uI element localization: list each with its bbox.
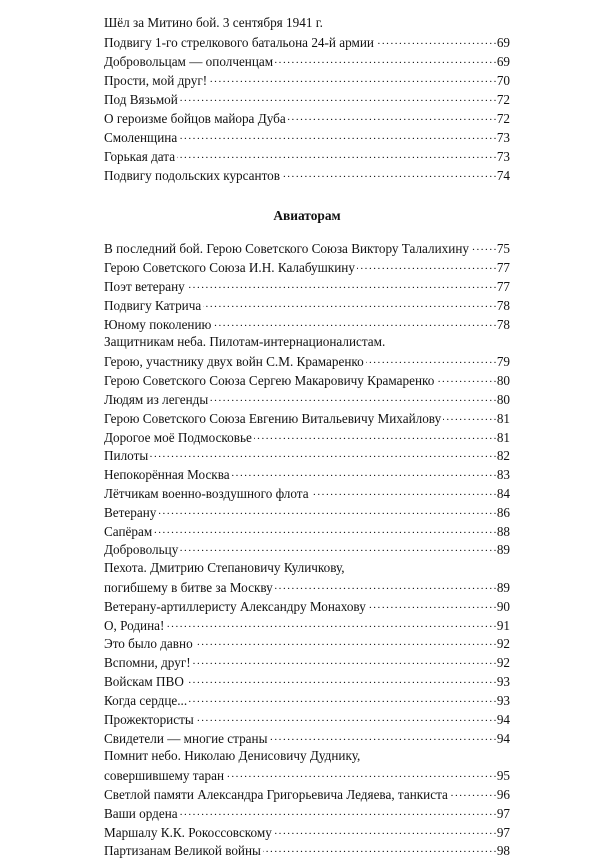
toc-entry [104, 277, 510, 296]
toc-entry-title: Дорогое моё Подмосковье [104, 429, 252, 445]
toc-dot-leader [376, 33, 496, 47]
toc-entry-title: погибшему в битве за Москву [104, 580, 273, 596]
toc-page-number: 73 [496, 149, 510, 165]
toc-entry [104, 616, 510, 635]
toc-entry [104, 258, 510, 277]
toc-page-number: 83 [496, 467, 510, 483]
toc-entry [104, 446, 510, 465]
toc-entry-title: Герою, участнику двух войн С.М. Крамаренко [104, 354, 364, 370]
toc-page-number: 91 [496, 617, 510, 633]
toc-entry-title: Добровольцу [104, 542, 179, 558]
toc-dot-leader [179, 128, 496, 142]
toc-entry-title: Непокорённая Москва [104, 467, 230, 483]
toc-entry-title: Это было давно [104, 636, 193, 652]
toc-dot-leader [232, 465, 496, 479]
toc-page-number: 81 [496, 429, 510, 445]
toc-dot-leader [177, 147, 496, 161]
toc-entry [104, 804, 510, 823]
toc-dot-leader [443, 409, 496, 423]
toc-dot-leader [189, 691, 496, 705]
toc-entry-title: Пилоты [104, 448, 149, 464]
toc-top-heading [104, 14, 510, 33]
toc-entry [104, 109, 510, 128]
toc-entry-title: Герою Советского Союза И.Н. Калабушкину [104, 260, 355, 276]
section-heading: Авиаторам [273, 208, 341, 224]
toc-entry [104, 465, 510, 484]
toc-page-number: 77 [496, 260, 510, 276]
toc-entry-title: В последний бой. Герою Советского Союза Виктору Талалихину [104, 241, 469, 257]
toc-dot-leader [311, 484, 496, 498]
toc-page-number: 95 [496, 768, 510, 784]
toc-entry [104, 841, 510, 860]
toc-page-number: 96 [496, 786, 510, 802]
toc-page-number: 72 [496, 111, 510, 127]
toc-dot-leader [193, 653, 496, 667]
toc-entry [104, 503, 510, 522]
toc-page-number: 81 [496, 410, 510, 426]
toc-top-group [104, 14, 510, 185]
toc-page-number: 94 [496, 711, 510, 727]
toc-dot-leader [263, 841, 496, 855]
toc-page-number: 86 [496, 504, 510, 520]
toc-entry [104, 578, 510, 597]
toc-dot-leader [450, 785, 496, 799]
toc-entry-title: О героизме бойцов майора Дуба [104, 111, 286, 127]
toc-dot-leader [213, 315, 495, 329]
toc-page-number: 75 [496, 241, 510, 257]
toc-entry-title: Смоленщина [104, 130, 178, 146]
toc-entry-title: Горькая дата [104, 149, 176, 165]
toc-entry [104, 352, 510, 371]
toc-page-number: 97 [496, 824, 510, 840]
toc-dot-leader [180, 540, 496, 554]
toc-entry-title: Свидетели — многие страны [104, 730, 268, 746]
toc-dot-leader [166, 616, 495, 630]
toc-page-number: 89 [496, 580, 510, 596]
toc-page-number: 74 [496, 168, 510, 184]
toc-dot-leader [180, 804, 496, 818]
toc-entry-title: Пехота. Дмитрию Степановичу Куличкову, [104, 560, 345, 576]
toc-entry [104, 710, 510, 729]
toc-entry [104, 653, 510, 672]
toc-entry [104, 484, 510, 503]
toc-entry [104, 522, 510, 541]
toc-dot-leader [186, 672, 496, 686]
toc-entry [104, 239, 510, 258]
toc-page-number: 80 [496, 373, 510, 389]
toc-entry [104, 52, 510, 71]
toc-entry-title: Герою Советского Союза Сергею Макаровичу Крамаренко [104, 373, 435, 389]
table-of-contents [104, 14, 510, 860]
toc-page-number: 82 [496, 448, 510, 464]
toc-entry-title: Поэт ветерану [104, 279, 185, 295]
toc-top-list [104, 33, 510, 185]
toc-entry-title: Помнит небо. Николаю Денисовичу Дуднику, [104, 748, 361, 764]
toc-entry-title: Шёл за Митино бой. 3 сентября 1941 г. [104, 15, 323, 30]
toc-entry [104, 785, 510, 804]
toc-entry [104, 409, 510, 428]
toc-dot-leader [226, 766, 496, 780]
toc-dot-leader [180, 90, 496, 104]
toc-page-number: 69 [496, 54, 510, 70]
toc-entry-title: Сапёрам [104, 523, 153, 539]
toc-page-number: 70 [496, 73, 510, 89]
toc-entry-title: Прости, мой друг! [104, 73, 208, 89]
toc-entry-title: Ветерану-артиллеристу Александру Монахову [104, 598, 366, 614]
toc-dot-leader [195, 634, 496, 648]
toc-page-number: 80 [496, 391, 510, 407]
toc-page-number: 77 [496, 279, 510, 295]
toc-entry [104, 597, 510, 616]
toc-dot-leader [436, 371, 495, 385]
toc-entry-title: совершившему таран [104, 768, 225, 784]
toc-entry [104, 296, 510, 315]
toc-entry [104, 428, 510, 447]
toc-entry-title: Маршалу К.К. Рокоссовскому [104, 824, 272, 840]
toc-page-number: 97 [496, 805, 510, 821]
toc-dot-leader [366, 352, 496, 366]
toc-entry-title: Светлой памяти Александра Григорьевича Ледяева, танкиста [104, 786, 448, 802]
toc-dot-leader [154, 522, 496, 536]
toc-dot-leader [274, 823, 496, 837]
toc-entry-title: Юному поколению [104, 316, 212, 332]
toc-entry-title: Войскам ПВО [104, 674, 184, 690]
toc-dot-leader [357, 258, 496, 272]
toc-dot-leader [269, 729, 495, 743]
toc-dot-leader [187, 277, 496, 291]
toc-entry [104, 371, 510, 390]
toc-dot-leader [210, 390, 496, 404]
toc-entry [104, 147, 510, 166]
toc-entry-title: Ветерану [104, 504, 157, 520]
toc-dot-leader [368, 597, 496, 611]
toc-dot-leader [282, 166, 496, 180]
toc-page-number: 69 [496, 35, 510, 51]
toc-entry-title: Вспомни, друг! [104, 655, 191, 671]
toc-dot-leader [275, 52, 496, 66]
toc-entry [104, 315, 510, 334]
toc-entry-title: О, Родина! [104, 617, 165, 633]
toc-page-number: 79 [496, 354, 510, 370]
toc-page-number: 92 [496, 655, 510, 671]
toc-page-number: 78 [496, 297, 510, 313]
toc-entry-title: Под Вязьмой [104, 92, 178, 108]
toc-entry [104, 90, 510, 109]
toc-entry [104, 729, 510, 748]
toc-entry [104, 128, 510, 147]
toc-entry [104, 823, 510, 842]
toc-page-number: 84 [496, 485, 510, 501]
toc-page-number: 98 [496, 843, 510, 859]
toc-entry-title: Подвигу Катрича [104, 297, 202, 313]
toc-entry [104, 71, 510, 90]
toc-page-number: 92 [496, 636, 510, 652]
toc-dot-leader [158, 503, 495, 517]
toc-page-number: 90 [496, 598, 510, 614]
toc-dot-leader [288, 109, 496, 123]
toc-entry-title: Ваши ордена [104, 805, 178, 821]
toc-dot-leader [203, 296, 496, 310]
toc-dot-leader [150, 446, 496, 460]
toc-entry-title: Лётчикам военно-воздушного флота [104, 485, 309, 501]
toc-page-number: 89 [496, 542, 510, 558]
toc-section-list [104, 239, 510, 860]
toc-page-number: 88 [496, 523, 510, 539]
toc-dot-leader [471, 239, 496, 253]
toc-entry-title: Партизанам Великой войны [104, 843, 261, 859]
toc-dot-leader [196, 710, 496, 724]
toc-entry-title: Прожектористы [104, 711, 194, 727]
toc-dot-leader [275, 578, 496, 592]
toc-entry [104, 747, 510, 766]
toc-entry-title: Людям из легенды [104, 391, 209, 407]
toc-entry [104, 634, 510, 653]
toc-page-number: 78 [496, 316, 510, 332]
toc-page-number: 73 [496, 130, 510, 146]
toc-entry [104, 766, 510, 785]
toc-entry [104, 333, 510, 352]
toc-entry [104, 691, 510, 710]
toc-entry [104, 390, 510, 409]
toc-entry-title: Когда сердце... [104, 692, 188, 708]
toc-page-number: 93 [496, 674, 510, 690]
toc-entry [104, 166, 510, 185]
toc-dot-leader [209, 71, 496, 85]
toc-page-number: 72 [496, 92, 510, 108]
toc-dot-leader [254, 428, 496, 442]
toc-entry-title: Подвигу подольских курсантов [104, 168, 280, 184]
toc-entry-title: Добровольцам — ополченцам [104, 54, 274, 70]
toc-entry [104, 33, 510, 52]
toc-entry [104, 672, 510, 691]
toc-entry [104, 540, 510, 559]
toc-entry-title: Герою Советского Союза Евгению Витальевичу Михайлову [104, 410, 442, 426]
toc-entry-title: Защитникам неба. Пилотам-интернационалистам. [104, 334, 386, 350]
toc-page-number: 94 [496, 730, 510, 746]
toc-entry-title: Подвигу 1-го стрелкового батальона 24-й армии [104, 35, 374, 51]
toc-page-number: 93 [496, 692, 510, 708]
toc-entry [104, 559, 510, 578]
